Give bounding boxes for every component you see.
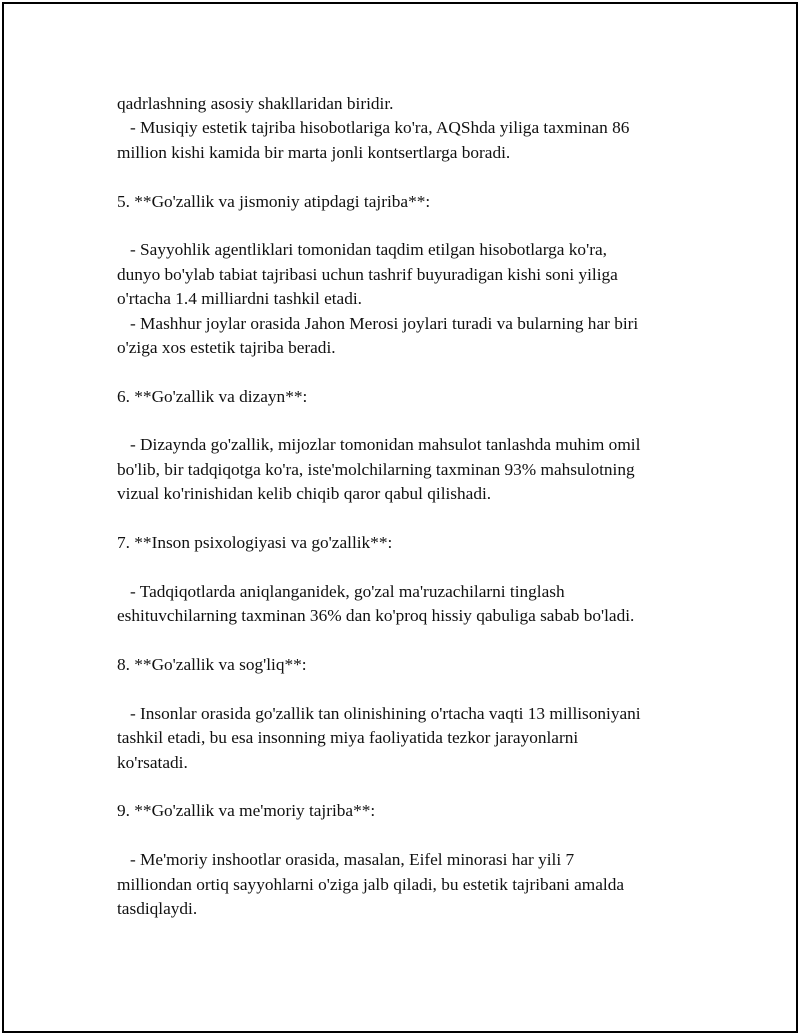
text-line: tashkil etadi, bu esa insonning miya faoliyatida tezkor jarayonlarni [117, 728, 579, 748]
text-line: - Insonlar orasida go'zallik tan olinishining o'rtacha vaqti 13 millisoniyani [117, 703, 641, 723]
text-line: - Tadqiqotlarda aniqlanganidek, go'zal ma'ruzachilarni tinglash [117, 581, 565, 601]
text-line: milliondan ortiq sayyohlarni o'ziga jalb qiladi, bu estetik tajribani amalda [117, 874, 625, 894]
blank-line [117, 409, 717, 433]
text-line: - Me'moriy inshootlar orasida, masalan, Eifel minorasi har yili 7 [117, 850, 575, 870]
document-body [117, 92, 717, 921]
text-line: - Musiqiy estetik tajriba hisobotlariga ko'ra, AQShda yiliga taxminan 86 [117, 118, 630, 138]
text-line: - Sayyohlik agentliklari tomonidan taqdim etilgan hisobotlarga ko'ra, [117, 240, 607, 260]
blank-line [117, 555, 717, 579]
section-heading: 5. **Go'zallik va jismoniy atipdagi tajriba**: [117, 191, 431, 211]
text-line: tasdiqlaydi. [117, 898, 198, 918]
text-line: qadrlashning asosiy shakllaridan biridir. [117, 94, 394, 113]
section-heading: 7. **Inson psixologiyasi va go'zallik**: [117, 533, 393, 553]
section-heading: 6. **Go'zallik va dizayn**: [117, 386, 308, 406]
section-heading: 9. **Go'zallik va me'moriy tajriba**: [117, 801, 376, 821]
blank-line [117, 824, 717, 848]
section-heading: 8. **Go'zallik va sog'liq**: [117, 654, 307, 674]
text-line: bo'lib, bir tadqiqotga ko'ra, iste'molchilarning taxminan 93% mahsulotning [117, 459, 635, 479]
blank-line [117, 629, 717, 653]
text-line: ko'rsatadi. [117, 752, 188, 772]
text-line: o'ziga xos estetik tajriba beradi. [117, 337, 336, 357]
text-line: - Dizaynda go'zallik, mijozlar tomonidan mahsulot tanlashda muhim omil [117, 435, 641, 455]
text-line: o'rtacha 1.4 milliardni tashkil etadi. [117, 289, 362, 309]
text-line: million kishi kamida bir marta jonli kontsertlarga boradi. [117, 142, 511, 162]
blank-line [117, 214, 717, 238]
blank-line [117, 775, 717, 799]
text-line: dunyo bo'ylab tabiat tajribasi uchun tashrif buyuradigan kishi soni yiliga [117, 264, 618, 284]
blank-line [117, 677, 717, 701]
text-line: vizual ko'rinishidan kelib chiqib qaror qabul qilishadi. [117, 484, 492, 504]
blank-line [117, 507, 717, 531]
blank-line [117, 360, 717, 384]
blank-line [117, 165, 717, 189]
text-line: - Mashhur joylar orasida Jahon Merosi joylari turadi va bularning har biri [117, 313, 639, 333]
text-line: eshituvchilarning taxminan 36% dan ko'proq hissiy qabuliga sabab bo'ladi. [117, 606, 635, 626]
